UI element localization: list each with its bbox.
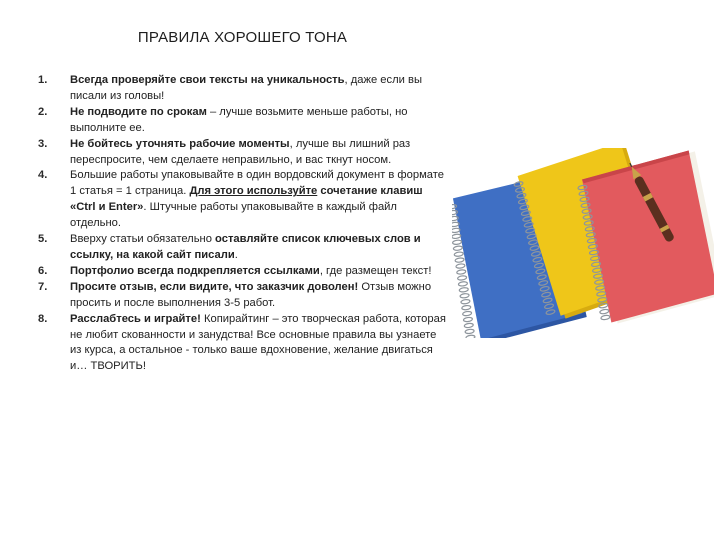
rule-text-segment: Для этого используйте <box>189 185 318 198</box>
spiral-ring <box>457 275 466 280</box>
rule-text-segment: . Штучные работы упаковывайте в каждый файл отдельно. <box>70 201 397 230</box>
rule-text-segment: – лучше возьмите меньше работы, но выполните ее. <box>70 105 408 134</box>
rule-text-segment: Расслабтесь и играйте! <box>70 312 201 325</box>
spiral-ring <box>452 234 461 239</box>
spiral-ring <box>460 293 469 298</box>
rule-text <box>70 73 448 105</box>
spiral-ring <box>461 299 470 304</box>
rule-item <box>38 312 448 376</box>
rule-text-segment: сочетание клавиш «Ctrl и Enter» <box>70 185 423 214</box>
rule-item <box>38 280 448 312</box>
rule-text-segment: оставляйте список ключевых слов и ссылку, на какой сайт писали <box>70 233 421 261</box>
spiral-ring <box>462 305 471 310</box>
rule-item <box>38 73 448 105</box>
rule-number: 1. <box>38 74 48 86</box>
rule-text-segment: , где размещен текст! <box>319 264 432 277</box>
rule-text-segment: , лучше вы лишний раз переспросите, чем сделаете неправильно, и вас ткнут носом. <box>70 137 411 166</box>
rule-number: 8. <box>38 312 48 325</box>
notebooks-with-pen-icon <box>452 148 714 338</box>
rules-list <box>38 73 448 375</box>
rule-text-segment: . <box>234 248 238 261</box>
rule-text <box>70 312 448 376</box>
rule-text-segment: Не подводите по срокам <box>70 105 207 118</box>
rule-text <box>70 264 448 280</box>
rule-text-segment: Всегда проверяйте свои тексты на уникальность <box>70 74 345 86</box>
rule-text-segment: Портфолио всегда подкрепляется ссылками <box>70 264 320 277</box>
spiral-ring <box>452 240 461 245</box>
spiral-ring <box>463 317 472 322</box>
rule-item <box>38 168 448 232</box>
spiral-ring <box>465 329 474 334</box>
spiral-ring <box>466 335 475 338</box>
rule-number: 2. <box>38 105 48 118</box>
rule-number: 4. <box>38 169 48 182</box>
rule-text <box>70 105 448 137</box>
rule-text <box>70 280 448 312</box>
rule-item <box>38 137 448 169</box>
page-title: ПРАВИЛА ХОРОШЕГО ТОНА <box>137 29 348 46</box>
spiral-ring <box>459 287 468 292</box>
spiral-ring <box>600 309 610 315</box>
rule-item <box>38 232 448 264</box>
rule-number: 7. <box>38 280 48 293</box>
rule-number: 3. <box>38 137 48 150</box>
spiral-ring <box>457 269 466 274</box>
spiral-ring <box>455 257 464 262</box>
rule-text-segment: Вверху статьи обязательно <box>70 233 216 246</box>
rule-text-segment: , даже если вы писали из головы! <box>70 74 422 102</box>
rule-text-segment: Отзыв можно просить и после выполнения 3-5 работ. <box>70 280 432 309</box>
rule-number: 5. <box>38 233 48 246</box>
spiral-ring <box>452 228 460 233</box>
rule-text <box>70 232 448 264</box>
spiral-ring <box>456 263 465 268</box>
spiral-ring <box>462 311 471 316</box>
spiral-ring <box>601 315 611 321</box>
rule-item <box>38 105 448 137</box>
rule-text-segment: Просите отзыв, если видите, что заказчик доволен! <box>70 280 359 293</box>
rule-text-segment: Не бойтесь уточнять рабочие моменты <box>70 137 290 150</box>
rule-text-segment: Копирайтинг – это творческая работа, которая не любит скованности и занудства! Все основные правила вы узнаете из курса, а остальное - только ваше вдохновение, желание двигаться и… ТВОРИТЬ! <box>70 312 446 373</box>
rule-number: 6. <box>38 264 48 277</box>
spiral-ring <box>454 252 463 257</box>
spiral-ring <box>453 246 462 251</box>
rule-item <box>38 264 448 280</box>
rule-text <box>70 137 448 169</box>
rule-text <box>70 168 448 232</box>
spiral-ring <box>464 323 473 328</box>
rule-text-segment: Большие работы упаковывайте в один вордовский документ в формате 1 статья = 1 страница. <box>70 169 444 198</box>
spiral-ring <box>458 281 467 286</box>
